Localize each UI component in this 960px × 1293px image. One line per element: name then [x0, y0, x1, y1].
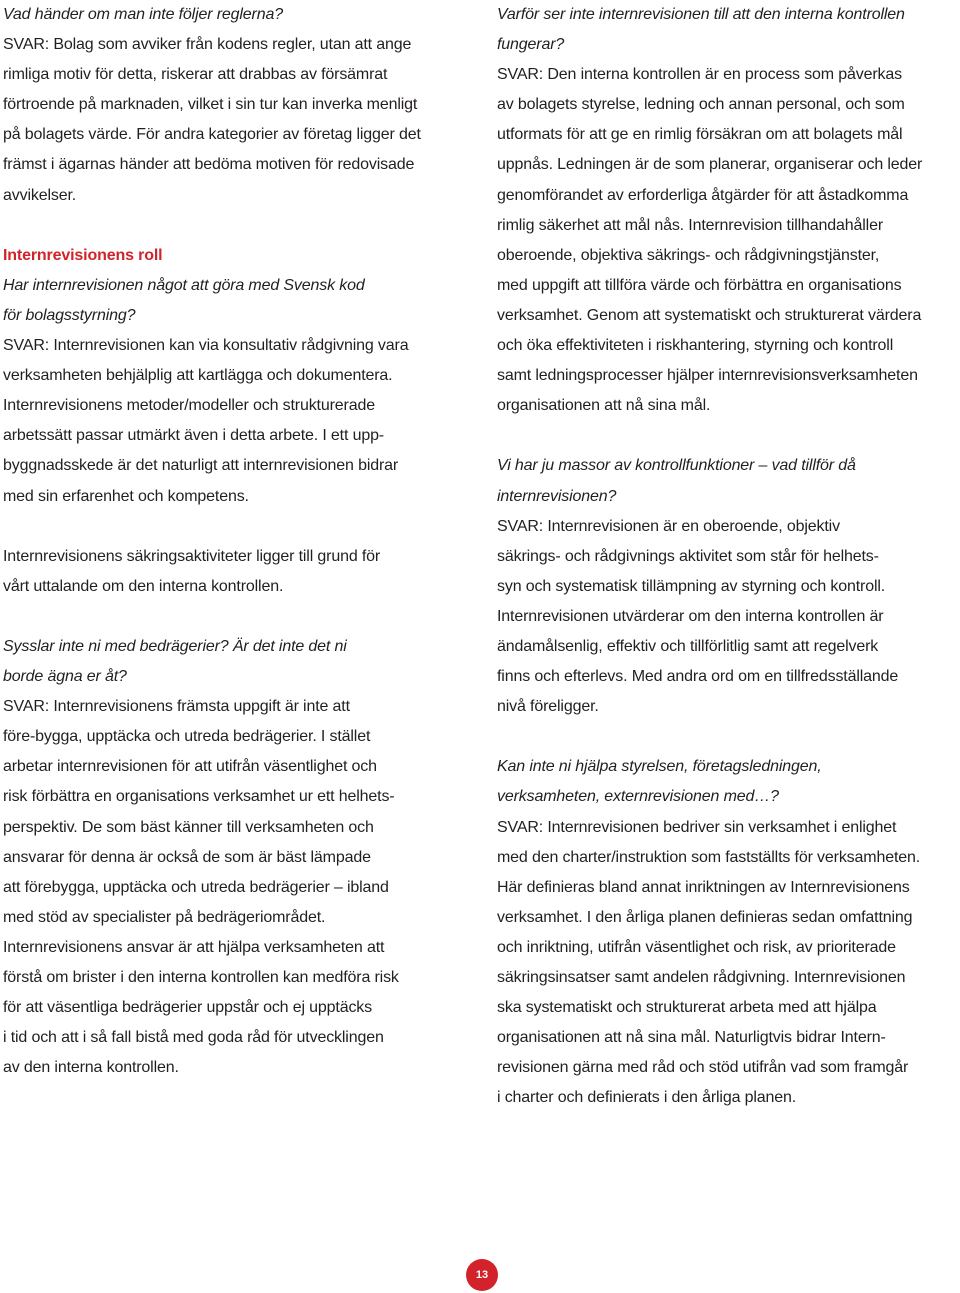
- text-line: förtroende på marknaden, vilket i sin tur kan inverka menligt: [3, 96, 418, 114]
- question: [497, 752, 960, 812]
- paragraph-gap: [497, 722, 960, 752]
- text-line: verksamhet. Genom att systematiskt och strukturerat värdera: [497, 306, 922, 324]
- text-line: säkrings- och rådgivnings aktivitet som står för helhets-: [497, 547, 879, 565]
- text-line: ändamålsenlig, effektiv och tillförlitlig samt att regelverk: [497, 637, 879, 655]
- text-line: i tid och att i så fall bistå med goda råd för utvecklingen: [3, 1029, 384, 1047]
- text-line: fungerar?: [497, 36, 565, 54]
- text-line: revisionen gärna med råd och stöd utifrån vad som framgår: [497, 1059, 909, 1077]
- text-line: oberoende, objektiva säkrings- och rådgivningstjänster,: [497, 246, 880, 264]
- text-line: verksamhet. I den årliga planen definieras sedan omfattning: [497, 908, 913, 926]
- text-line: SVAR: Internrevisionens främsta uppgift är inte att: [3, 698, 350, 716]
- text-line: Vad händer om man inte följer reglerna?: [3, 6, 283, 23]
- text-line: Varför ser inte internrevisionen till att den interna kontrollen: [497, 6, 905, 23]
- text-line: samt ledningsprocesser hjälper internrevisionsverksamheten: [497, 367, 918, 385]
- answer-paragraph: [3, 542, 465, 602]
- text-line: Internrevisionens säkringsaktiviteter ligger till grund för: [3, 547, 381, 565]
- text-line: rimlig säkerhet att mål nås. Internrevision tillhandahåller: [497, 216, 884, 234]
- text-line: att förebygga, upptäcka och utreda bedrägerier – ibland: [3, 878, 389, 896]
- text-line: ansvarar för denna är också de som är bäst lämpade: [3, 848, 371, 866]
- text-line: rimliga motiv för detta, riskerar att drabbas av försämrat: [3, 66, 388, 84]
- paragraph-gap: [3, 211, 465, 241]
- text-line: ska systematiskt och strukturerat arbeta med att hjälpa: [497, 999, 877, 1017]
- paragraph-gap: [497, 421, 960, 451]
- text-line: genomförandet av erforderliga åtgärder för att åstadkomma: [497, 186, 909, 204]
- text-line: av bolagets styrelse, ledning och annan personal, och som: [497, 96, 905, 114]
- text-line: Internrevisionens roll: [3, 246, 163, 264]
- text-line: syn och systematisk tillämpning av styrning och kontroll.: [497, 577, 886, 595]
- text-line: med sin erfarenhet och kompetens.: [3, 487, 249, 505]
- text-line: Har internrevisionen något att göra med Svensk kod: [3, 276, 365, 294]
- text-line: uppnås. Ledningen är de som planerar, organiserar och leder: [497, 156, 923, 174]
- answer-paragraph: [497, 813, 960, 1114]
- text-line: verksamheten, externrevisionen med…?: [497, 788, 779, 806]
- text-line: finns och efterlevs. Med andra ord om en tillfredsställande: [497, 668, 899, 686]
- text-line: nivå föreligger.: [497, 698, 599, 716]
- answer-paragraph: [3, 692, 465, 1083]
- text-line: och öka effektiviteten i riskhantering, styrning och kontroll: [497, 337, 894, 355]
- text-line: för bolagsstyrning?: [3, 306, 136, 324]
- text-line: Kan inte ni hjälpa styrelsen, företagsledningen,: [497, 758, 822, 776]
- text-line: avvikelser.: [3, 186, 77, 204]
- text-line: SVAR: Internrevisionen bedriver sin verksamhet i enlighet: [497, 818, 897, 836]
- question: [3, 632, 465, 692]
- right-column: [497, 0, 960, 1113]
- text-line: på bolagets värde. För andra kategorier av företag ligger det: [3, 126, 421, 144]
- text-line: Här definieras bland annat inriktningen av Internrevisionens: [497, 878, 910, 896]
- question: [3, 271, 465, 331]
- text-line: vårt uttalande om den interna kontrollen.: [3, 577, 284, 595]
- text-line: Internrevisionen utvärderar om den interna kontrollen är: [497, 607, 884, 625]
- text-line: perspektiv. De som bäst känner till verksamheten och: [3, 818, 374, 836]
- page-number-badge: 13: [466, 1259, 498, 1291]
- text-line: och inriktning, utifrån väsentlighet och risk, av prioriterade: [497, 938, 896, 956]
- text-line: risk förbättra en organisations verksamhet ur ett helhets-: [3, 788, 395, 806]
- text-line: med uppgift att tillföra värde och förbättra en organisations: [497, 276, 902, 294]
- question: [3, 0, 465, 30]
- answer-paragraph: [3, 331, 465, 512]
- text-line: organisationen att nå sina mål. Naturligtvis bidrar Intern-: [497, 1029, 886, 1047]
- text-line: verksamheten behjälplig att kartlägga och dokumentera.: [3, 367, 393, 385]
- left-column: [3, 0, 465, 1083]
- text-line: förstå om brister i den interna kontrollen kan medföra risk: [3, 969, 399, 986]
- text-line: arbetssätt passar utmärkt även i detta arbete. I ett upp-: [3, 427, 384, 445]
- text-line: med stöd av specialister på bedrägeriområdet.: [3, 908, 326, 926]
- text-line: i charter och definierats i den årliga planen.: [497, 1089, 797, 1107]
- text-line: Sysslar inte ni med bedrägerier? Är det inte det ni: [3, 637, 347, 655]
- text-line: med den charter/instruktion som fastställts för verksamheten.: [497, 848, 921, 866]
- text-line: SVAR: Den interna kontrollen är en process som påverkas: [497, 66, 902, 84]
- answer-paragraph: [497, 60, 960, 421]
- text-line: utformats för att ge en rimlig försäkran om att bolagets mål: [497, 126, 903, 144]
- text-line: före-bygga, upptäcka och utreda bedrägerier. I stället: [3, 728, 371, 746]
- paragraph-gap: [3, 512, 465, 542]
- text-line: organisationen att nå sina mål.: [497, 397, 711, 415]
- text-line: för att väsentliga bedrägerier uppstår och ej upptäcks: [3, 999, 373, 1017]
- text-line: byggnadsskede är det naturligt att internrevisionen bidrar: [3, 457, 399, 475]
- answer-paragraph: [497, 512, 960, 723]
- text-line: säkringsinsatser samt andelen rådgivning. Internrevisionen: [497, 969, 906, 986]
- text-line: Internrevisionens metoder/modeller och strukturerade: [3, 397, 375, 415]
- question: [497, 0, 960, 60]
- question: [497, 451, 960, 511]
- text-line: arbetar internrevisionen för att utifrån väsentlighet och: [3, 758, 377, 776]
- answer-paragraph: [3, 30, 465, 211]
- text-line: SVAR: Internrevisionen kan via konsultativ rådgivning vara: [3, 337, 409, 355]
- text-line: internrevisionen?: [497, 487, 617, 505]
- text-line: främst i ägarnas händer att bedöma motiven för redovisade: [3, 156, 415, 174]
- text-line: SVAR: Bolag som avviker från kodens regler, utan att ange: [3, 36, 412, 54]
- text-line: SVAR: Internrevisionen är en oberoende, objektiv: [497, 517, 840, 535]
- text-line: av den interna kontrollen.: [3, 1059, 179, 1077]
- text-line: Internrevisionens ansvar är att hjälpa verksamheten att: [3, 938, 385, 956]
- text-line: borde ägna er åt?: [3, 668, 127, 686]
- section-heading: [3, 241, 465, 271]
- text-line: Vi har ju massor av kontrollfunktioner – vad tillför då: [497, 457, 856, 475]
- paragraph-gap: [3, 602, 465, 632]
